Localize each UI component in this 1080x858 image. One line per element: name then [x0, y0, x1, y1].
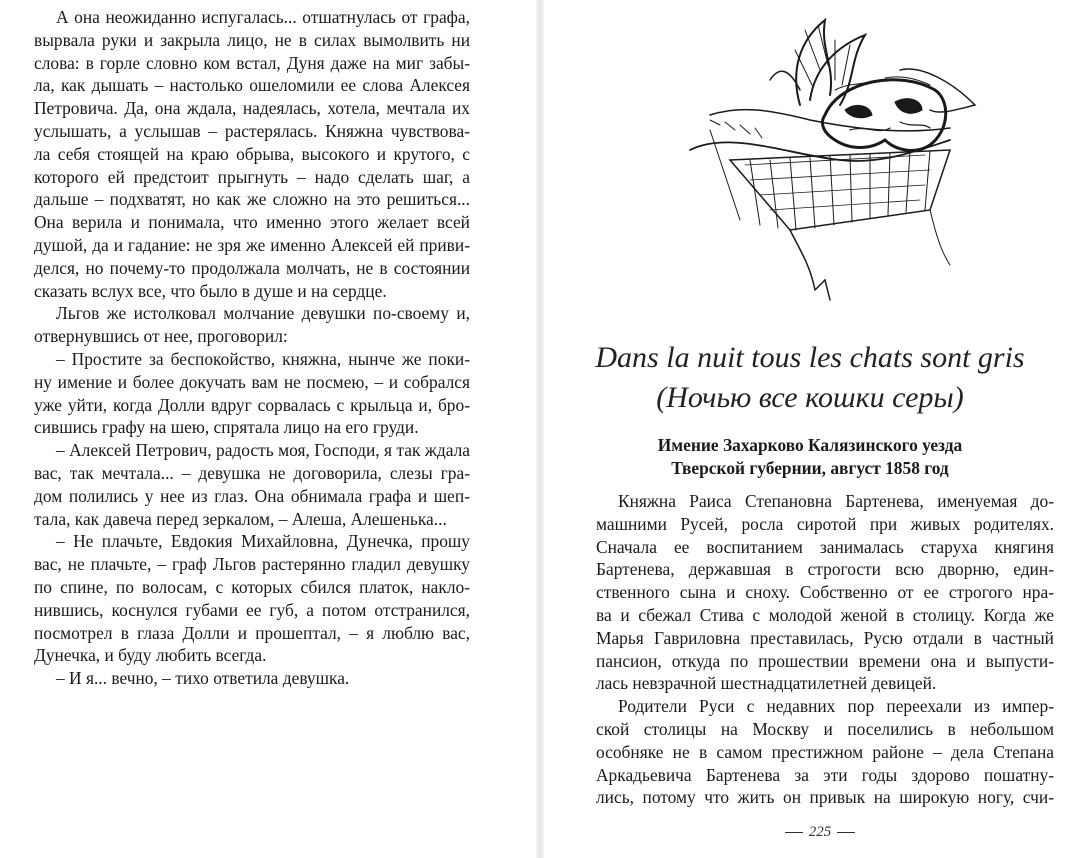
text-line: ва и сбежал Стива с молодой женой в столицу. Когда же [596, 604, 1054, 625]
text-line: лись, потому что жить он привык на широкую ногу, счи- [596, 787, 1054, 808]
text-line: посмотрел в глаза Долли и прошептал, – я люблю вас, [34, 622, 470, 643]
text-line: особняке не в самом престижном районе – дела Степана [596, 741, 1054, 762]
text-line: сказать вслух все, что было в душе и на сердце. [34, 280, 387, 301]
page-number [770, 824, 870, 841]
text-line: ственного сына и сноху. Собственно от ее строгого нра- [596, 582, 1054, 603]
text-line: Петровича. Да, она ждала, надеялась, хотела, мечтала их [34, 98, 470, 119]
text-line: делся, но почему-то продолжала молчать, не в состоянии [34, 257, 470, 278]
text-line: лась невзрачной шестнадцатилетней девицей. [596, 673, 937, 694]
text-line: отвернувшись от нее, проговорил: [34, 326, 288, 347]
text-line: Сначала ее воспитанием занималась старуха княгиня [596, 536, 1054, 557]
text-line: услышать, а услышав – растерялась. Княжна чувствова- [34, 120, 470, 141]
text-line: – Простите за беспокойство, княжна, нынче же поки- [56, 348, 470, 369]
text-line: Марья Гавриловна преставилась, Русю отдали в частный [596, 627, 1054, 648]
text-line: душой, да и гадание: не зря же именно Алексей ей приви- [34, 234, 470, 255]
epigraph-translation: (Ночью все кошки серы) [656, 381, 964, 414]
text-line: по спине, по волосам, с которых сбился платок, накло- [34, 576, 470, 597]
text-line: Дунечка, и буду любить всегда. [34, 645, 267, 666]
text-line: вас, не плачьте, – граф Льгов растерянно гладил девушку [34, 554, 470, 575]
text-line: тала, как давеча перед зеркалом, – Алеша, Алешенька... [34, 508, 447, 529]
text-line: – И я... вечно, – тихо ответила девушка. [56, 668, 350, 689]
text-line: – Не плачьте, Евдокия Михайловна, Дунечка, прошу [56, 531, 470, 552]
right-text-column [596, 490, 1054, 809]
text-line: Она верила и понимала, что именно этого желает всей [34, 212, 470, 233]
mask-feather-sketch-icon [650, 10, 990, 310]
text-line: дальше – подхватят, но как же сложно на это решиться... [34, 189, 470, 210]
folio-dash-left [785, 832, 803, 833]
left-text-column [34, 6, 470, 690]
text-line: А она неожиданно испугалась... отшатнулась от графа, [56, 7, 470, 27]
chapter-subheading: Тверской губернии, август 1858 год [671, 458, 949, 478]
text-line: Льгов же истолковал молчание девушки по-своему и, [56, 303, 470, 324]
text-line: ла, как дышать – настолько ошеломили ее слова Алексея [34, 75, 470, 96]
epigraph-french: Dans la nuit tous les chats sont gris [595, 341, 1025, 374]
text-line: Бартенева, державшая в строгости всю дворню, един- [596, 559, 1054, 580]
text-line: дом полились у нее из глаз. Она обнимала графа и шеп- [34, 485, 470, 506]
text-line: ской столицы на Москву и поселились в небольшом [596, 718, 1054, 739]
page-number-value: 225 [808, 824, 832, 840]
text-line: Родители Руси с недавних пор переехали из импер- [618, 696, 1054, 717]
text-line: которого ей предстоит прыгнуть – надо сделать шаг, а [34, 166, 470, 187]
text-line: Аркадьевича Бартенева за эти годы здорово пошатну- [596, 764, 1054, 785]
text-line: слова: в горле словно ком встал, Дуня даже на миг забы- [34, 52, 470, 73]
text-line: нившись, коснулся губами ее губ, а потом отстранился, [34, 599, 470, 620]
text-line: ла себя стоящей на краю обрыва, высокого и крутого, с [34, 143, 470, 164]
text-line: уже уйти, когда Долли вдруг сорвалась с крыльца и, бро- [34, 394, 470, 415]
text-line: вас, так мечтала... – девушка не договорила, слезы гра- [34, 462, 470, 483]
text-line: ну имение и более докучать вам не посмею, – и собрался [34, 371, 470, 392]
right-page [540, 0, 1080, 858]
text-line: машними Русей, росла сиротой при живых родителях. [596, 513, 1054, 534]
text-line: пансион, откуда по прошествии времени она и выпусти- [596, 650, 1054, 671]
text-line: Княжна Раиса Степановна Бартенева, именуемая до- [618, 491, 1054, 511]
text-line: сившись графу на шею, спрятала лицо на его груди. [34, 417, 419, 438]
folio-dash-right [837, 832, 855, 833]
text-line: вырвала руки и закрыла лицо, не в силах вымолвить ни [34, 29, 470, 50]
chapter-subheading: Имение Захарково Калязинского уезда [657, 435, 963, 455]
text-line: – Алексей Петрович, радость моя, Господи, я так ждала [56, 440, 470, 461]
